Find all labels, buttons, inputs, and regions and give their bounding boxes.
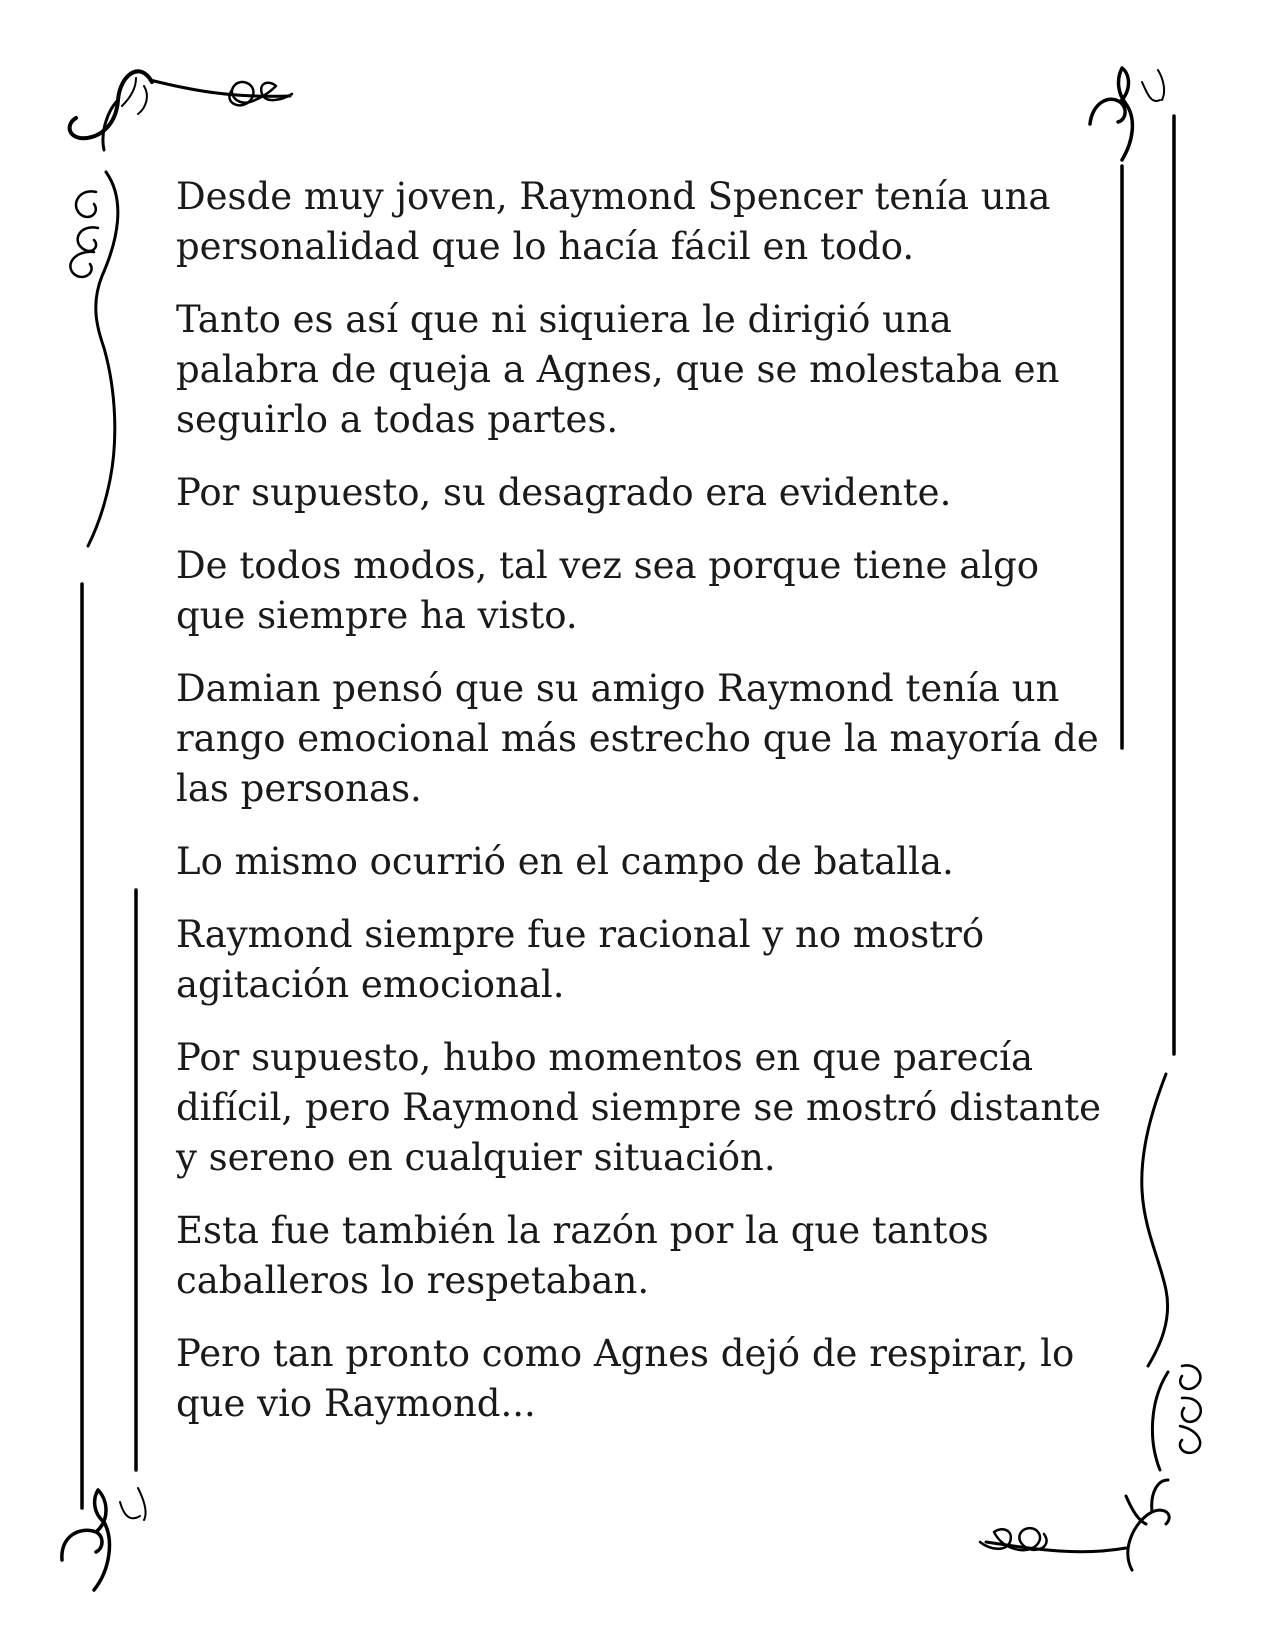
top-left-flourish-icon [70,71,292,150]
paragraph: Lo mismo ocurrió en el campo de batalla. [176,840,954,883]
top-right-flourish-icon [1090,68,1164,160]
paragraph: Por supuesto, su desagrado era evidente. [176,471,952,514]
left-swirl-icon [70,172,117,546]
right-swirl-icon [1142,1074,1201,1470]
paragraph: Raymond siempre fue racional y no mostró agitación emocional. [176,913,985,1006]
paragraph: De todos modos, tal vez sea porque tiene algo que siempre ha visto. [176,544,1040,637]
bottom-left-flourish-icon [62,1488,146,1590]
bottom-right-flourish-icon [980,1480,1169,1570]
paragraph: Tanto es así que ni siquiera le dirigió una palabra de queja a Agnes, que se molestaba en seguirlo a todas partes. [176,298,1060,441]
paragraph: Por supuesto, hubo momentos en que parecía difícil, pero Raymond siempre se mostró distante y sereno en cualquier situación. [176,1036,1102,1179]
paragraph: Esta fue también la razón por la que tantos caballeros lo respetaban. [176,1209,989,1302]
story-text [176,172,1106,1452]
paragraph: Damian pensó que su amigo Raymond tenía un rango emocional más estrecho que la mayoría de las personas. [176,667,1099,810]
paragraph: Pero tan pronto como Agnes dejó de respirar, lo que vio Raymond... [176,1332,1075,1425]
paragraph: Desde muy joven, Raymond Spencer tenía una personalidad que lo hacía fácil en todo. [176,175,1051,268]
